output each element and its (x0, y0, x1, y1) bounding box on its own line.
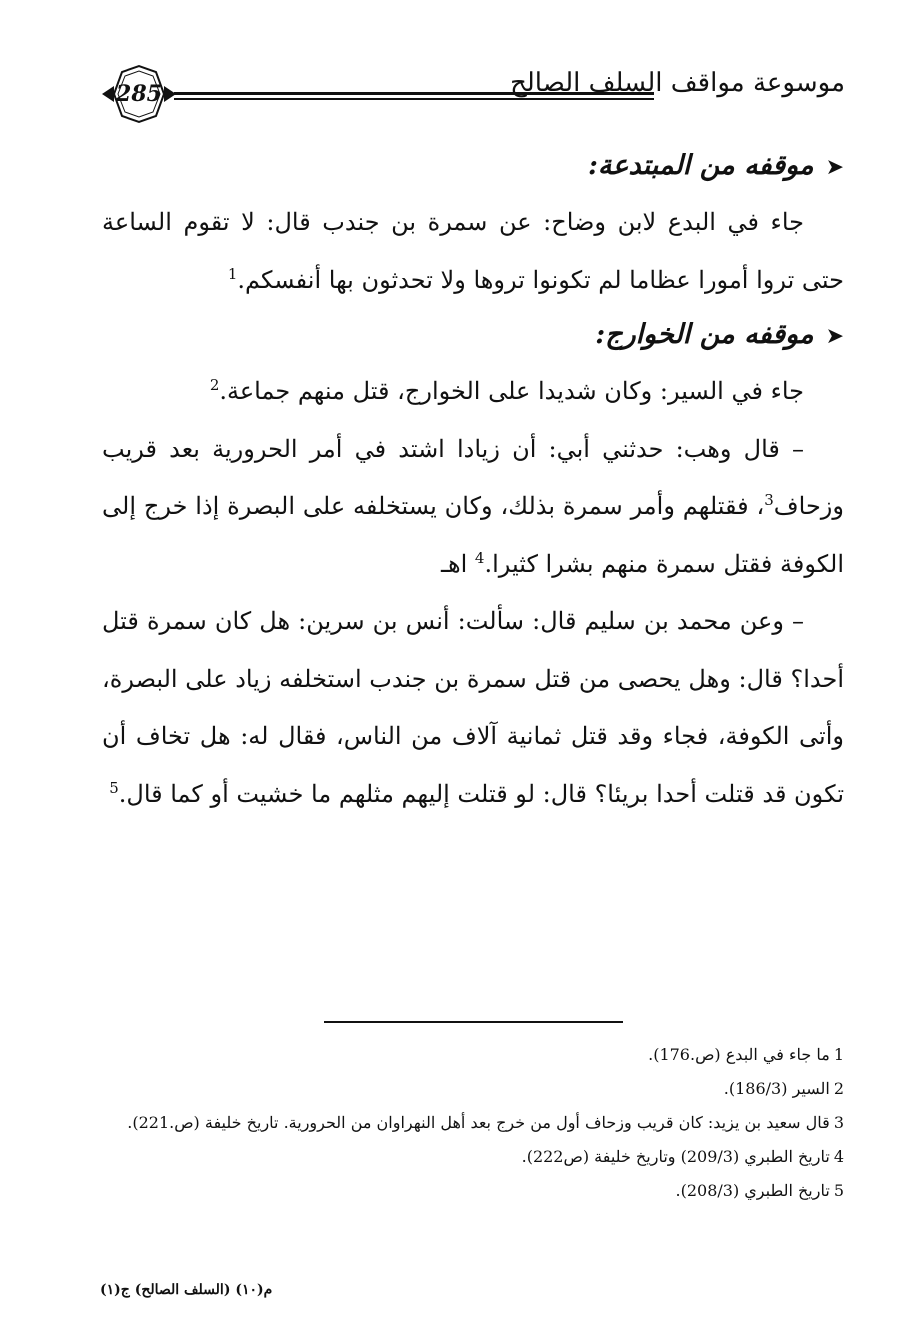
footnote-ref: 1 (227, 264, 238, 283)
printer-signature: م(١٠) (السلف الصالح) ج(١) (100, 1282, 273, 1298)
footnote-separator (324, 1021, 623, 1023)
footnote: 4تاريخ الطبري (209/3) وتاريخ خليفة (ص222). (521, 1147, 844, 1166)
paragraph: جاء في السير: وكان شديدا على الخوارج، قتل منهم جماعة.$^2$ (209, 376, 804, 405)
paragraph: جاء في البدع لابن وضاح: عن سمرة بن جندب قال: لا تقوم الساعة حتى تروا أمورا عظاما لم تكونوا تروها ولا تحدثون بها أنفسكم.$^1$ (102, 208, 844, 294)
page-number: 285 (116, 81, 162, 107)
paragraph: – قال وهب: حدثني أبي: أن زيادا اشتد في أمر الحرورية بعد قريب وزحاف$^3$، فقتلهم وأمر سمرة بذلك، وكان يستخلفه على البصرة إذا خرج إلى الكوفة فقتل سمرة منهم بشرا كثيرا.$^4$ اهـ (102, 434, 844, 578)
section-heading: ➤موقفه من المبتدعة: (587, 150, 844, 181)
section-heading: ➤موقفه من الخوارج: (595, 319, 844, 350)
footnote: 1ما جاء في البدع (ص.176). (648, 1045, 844, 1064)
series-title: موسوعة مواقف السلف الصالح (510, 68, 845, 98)
footnote-ref: 2 (209, 376, 220, 394)
arrowhead-icon: ➤ (825, 155, 844, 180)
footnotes (102, 1038, 844, 1208)
header-rule-thin (174, 98, 654, 100)
arrowhead-icon: ➤ (825, 324, 844, 349)
paragraph: – وعن محمد بن سليم قال: سألت: أنس بن سرين: هل كان سمرة قتل أحدا؟ قال: وهل يحصى من قتل سمرة بن جندب استخلفه زياد على البصرة، وأتى الكوفة، فجاء وقد قتل ثمانية آلاف من الناس، فقال له: هل تخاف أن تكون قد قتلت أحدا بريئا؟ قال: لو قتلت إليهم مثلهم ما خشيت أو كما قال.$^5$ (102, 607, 844, 808)
main-text (102, 140, 844, 823)
footnote-ref: 4 (474, 548, 485, 567)
footnote: 5تاريخ الطبري (208/3). (675, 1181, 844, 1200)
page-number-badge (100, 62, 178, 126)
footnote-ref: 5 (109, 778, 119, 797)
footnote: 3قال سعيد بن يزيد: كان قريب وزحاف أول من خرج بعد أهل النهراوان من الحرورية. تاريخ خليفة (ص.221). (127, 1113, 844, 1132)
page-header (100, 62, 845, 126)
footnote-ref: 3 (764, 491, 774, 509)
footnote: 2السير (186/3). (723, 1079, 844, 1098)
